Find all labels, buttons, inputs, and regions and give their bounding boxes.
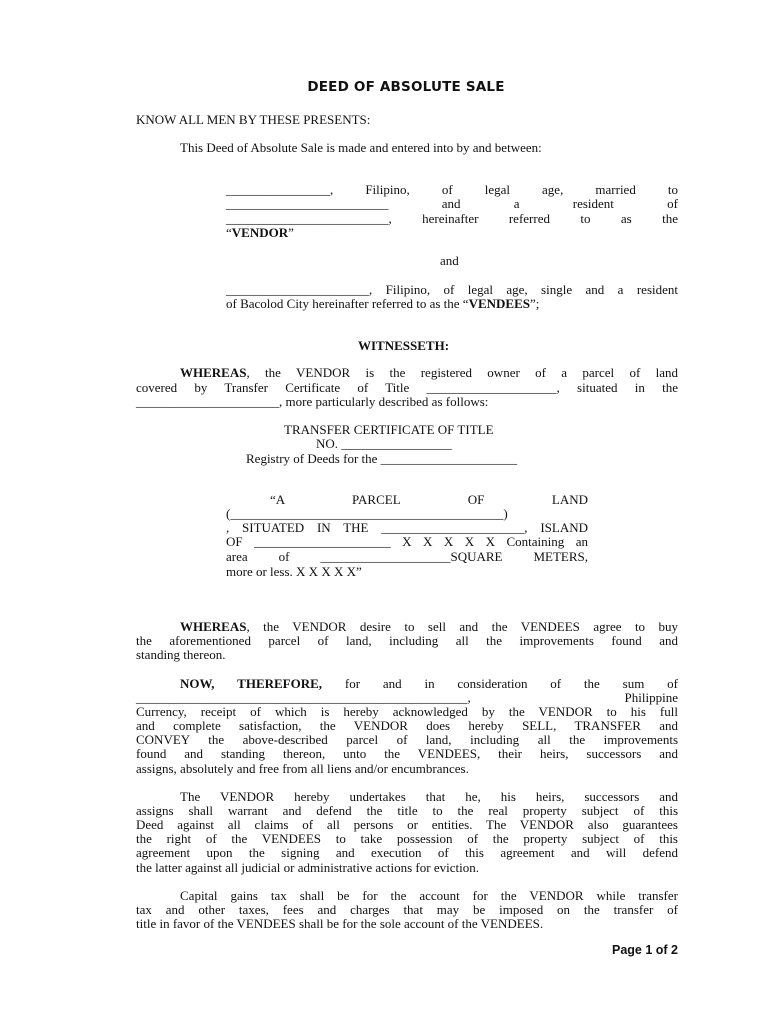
tct-line-1: TRANSFER CERTIFICATE OF TITLE — [284, 422, 494, 437]
parcel-line-4: OF _____________________ X X X X X Containing an — [226, 534, 588, 549]
vendee-line-2-pre: of Bacolod City hereinafter referred to as the “ — [226, 296, 469, 311]
whereas1-line-3: ______________________, more particularly described as follows: — [136, 394, 489, 409]
now-line-2: ___________________________________________________, Philippine — [136, 690, 678, 705]
now-line-1-rest: for and in consideration of the sum of — [322, 676, 678, 691]
now-line-7: assigns, absolutely and free from all liens and/or encumbrances. — [136, 761, 469, 776]
vendor-close-quote: ” — [288, 225, 294, 240]
undertakes-line-6: the latter against all judicial or administrative actions for eviction. — [136, 860, 479, 875]
now-line-1 — [180, 676, 678, 691]
vendee-line-1: ______________________, Filipino, of legal age, single and a resident — [226, 282, 678, 297]
tct-line-3: Registry of Deeds for the _____________________ — [246, 451, 518, 466]
tct-line-2: NO. _________________ — [316, 436, 452, 451]
vendor-label — [226, 225, 294, 240]
whereas2-line-3: standing thereon. — [136, 647, 226, 662]
whereas1-line-2: covered by Transfer Certificate of Title ____________________, situated in the — [136, 380, 678, 395]
vendor-open-quote: “ — [226, 225, 232, 240]
undertakes-line-2: assigns shall warrant and defend the title to the real property subject of this — [136, 803, 678, 818]
whereas2-line-2: the aforementioned parcel of land, including all the improvements found and — [136, 633, 678, 648]
whereas2-lead: WHEREAS — [180, 619, 247, 634]
now-line-4: and complete satisfaction, the VENDOR does hereby SELL, TRANSFER and — [136, 718, 678, 733]
now-line-6: found and standing thereon, unto the VENDEES, their heirs, successors and — [136, 746, 678, 761]
and-separator: and — [440, 253, 459, 268]
parcel-line-3: , SITUATED IN THE ______________________, ISLAND — [226, 520, 588, 535]
taxes-line-2: tax and other taxes, fees and charges that may be imposed on the transfer of — [136, 902, 678, 917]
know-all-heading: KNOW ALL MEN BY THESE PRESENTS: — [136, 112, 371, 127]
document-title: DEED OF ABSOLUTE SALE — [307, 79, 505, 95]
intro-paragraph: This Deed of Absolute Sale is made and entered into by and between: — [180, 140, 542, 155]
vendees-label-bold: VENDEES — [468, 296, 530, 311]
parcel-line-6: more or less. X X X X X” — [226, 564, 362, 579]
parcel-line-1: “A PARCEL OF LAND — [270, 492, 588, 507]
parcel-line-2: (__________________________________________) — [226, 506, 508, 521]
taxes-line-1: Capital gains tax shall be for the account for the VENDOR while transfer — [180, 888, 678, 903]
whereas1-lead: WHEREAS — [180, 365, 247, 380]
vendor-line-1: ________________, Filipino, of legal age, married to — [226, 182, 678, 197]
parcel-line-5: area of ____________________SQUARE METERS, — [226, 549, 588, 564]
vendor-label-bold: VENDOR — [231, 225, 289, 240]
whereas1-line-1-rest: , the VENDOR is the registered owner of a parcel of land — [246, 365, 678, 380]
undertakes-line-5: agreement upon the signing and execution of this agreement and will defend — [136, 845, 678, 860]
undertakes-line-4: the right of the VENDEES to take possession of the property subject of this — [136, 831, 678, 846]
vendee-line-2-post: ”; — [529, 296, 540, 311]
witnesseth-heading: WITNESSETH: — [358, 338, 450, 353]
whereas1-line-1 — [180, 365, 678, 380]
vendor-line-3: _________________________, hereinafter referred to as the — [226, 211, 678, 226]
now-lead: NOW, THEREFORE, — [180, 676, 323, 691]
page-number: Page 1 of 2 — [612, 943, 678, 957]
undertakes-line-1: The VENDOR hereby undertakes that he, his heirs, successors and — [180, 789, 678, 804]
vendor-line-2: _________________________ and a resident of — [226, 196, 678, 211]
now-line-3: Currency, receipt of which is hereby acknowledged by the VENDOR to his full — [136, 704, 678, 719]
vendee-line-2 — [226, 296, 539, 311]
whereas2-line-1-rest: , the VENDOR desire to sell and the VENDEES agree to buy — [246, 619, 678, 634]
taxes-line-3: title in favor of the VENDEES shall be for the sole account of the VENDEES. — [136, 916, 544, 931]
whereas2-line-1 — [180, 619, 678, 634]
now-line-5: CONVEY the above-described parcel of land, including all the improvements — [136, 732, 678, 747]
undertakes-line-3: Deed against all claims of all persons or entities. The VENDOR also guarantees — [136, 817, 678, 832]
